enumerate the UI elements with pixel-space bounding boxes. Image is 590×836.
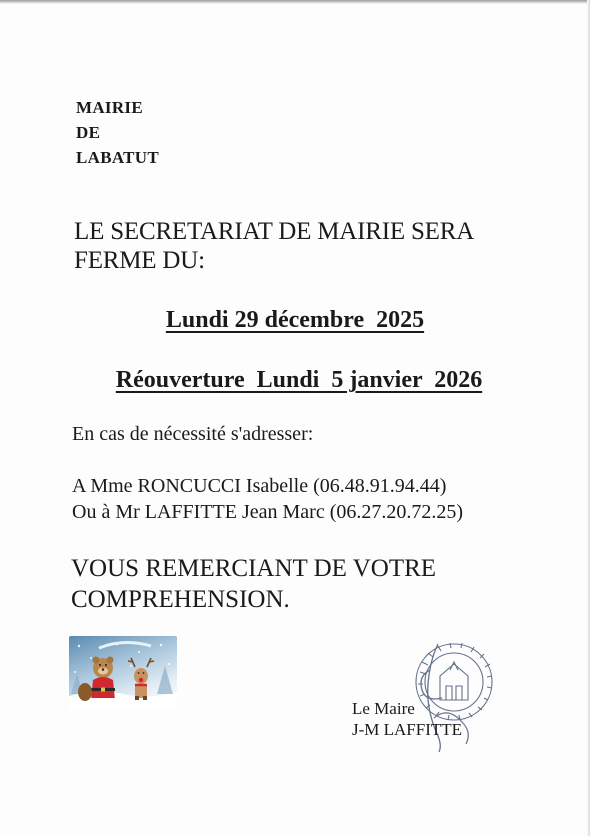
christmas-card-illustration <box>69 636 177 710</box>
contact-list <box>72 473 463 525</box>
heading-line-1: LE SECRETARIAT DE MAIRIE SERA <box>74 218 475 245</box>
signature-block <box>352 698 462 740</box>
municipality-header <box>76 95 159 170</box>
heading-line-2: FERME DU: <box>74 247 205 274</box>
christmas-card-image <box>69 636 177 710</box>
reopening-text: Réouverture Lundi 5 janvier 2026 <box>115 367 483 393</box>
closure-heading <box>74 217 544 275</box>
thanks-message <box>71 553 541 615</box>
thanks-line-1: VOUS REMERCIANT DE VOTRE <box>71 555 437 582</box>
contact-roncucci: A Mme RONCUCCI Isabelle (06.48.91.94.44) <box>72 475 447 497</box>
signature-role: Le Maire <box>352 699 415 718</box>
org-line-3: LABATUT <box>76 148 160 167</box>
contact-laffitte: Ou à Mr LAFFITTE Jean Marc (06.27.20.72.25) <box>72 501 464 523</box>
closed-date-line <box>0 307 590 334</box>
scan-edge <box>0 0 590 4</box>
thanks-line-2: COMPREHENSION. <box>71 586 290 613</box>
reopening-line <box>0 367 590 394</box>
contact-intro: En cas de nécessité s'adresser: <box>72 423 314 445</box>
signature-name: J-M LAFFITTE <box>352 720 463 739</box>
org-line-2: DE <box>76 123 101 142</box>
closed-date-text: Lundi 29 décembre 2025 <box>165 307 425 333</box>
org-line-1: MAIRIE <box>76 98 143 117</box>
